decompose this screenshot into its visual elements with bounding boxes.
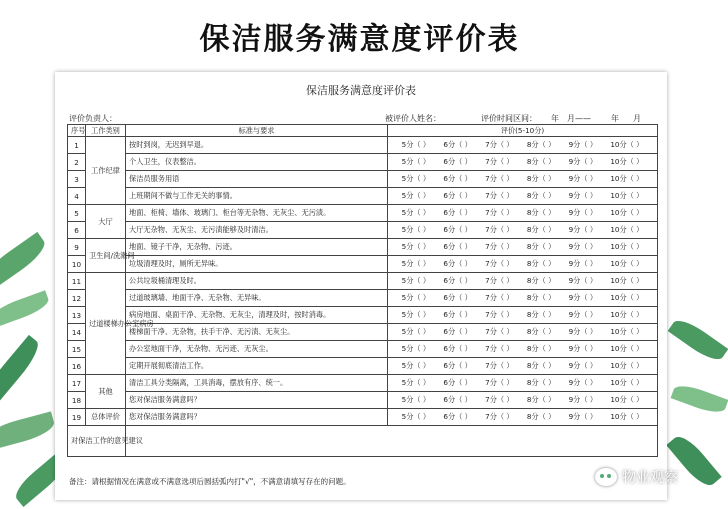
table-row: [68, 409, 658, 426]
table-header-row: [68, 125, 658, 137]
row-number: 10: [68, 256, 86, 273]
score-options: [388, 290, 658, 307]
score-option-5[interactable]: 5分（ ）: [401, 412, 431, 421]
row-number: 5: [68, 205, 86, 222]
score-option-8[interactable]: 8分（ ）: [526, 293, 556, 302]
score-option-5[interactable]: 5分（ ）: [401, 208, 431, 217]
standard-text: 您对保洁服务满意吗？: [126, 409, 388, 426]
row-number: 14: [68, 324, 86, 341]
score-options: [388, 137, 658, 154]
score-option-7[interactable]: 7分（ ）: [485, 327, 514, 336]
row-number: 3: [68, 171, 86, 188]
score-option-9[interactable]: 9分（ ）: [568, 208, 598, 217]
score-option-6[interactable]: 6分（ ）: [443, 225, 472, 234]
evaluatee-label: 被评价人姓名：: [385, 114, 441, 123]
score-option-8[interactable]: 8分（ ）: [526, 191, 556, 200]
leaf-decoration: [0, 335, 44, 405]
category-lobby: 大厅: [86, 205, 126, 239]
period-month-range: 月——: [567, 114, 591, 123]
table-row: [68, 324, 658, 341]
evaluation-table: [67, 124, 658, 457]
score-option-5[interactable]: 5分（ ）: [401, 327, 431, 336]
table-row: [68, 188, 658, 205]
score-option-5[interactable]: 5分（ ）: [401, 293, 431, 302]
score-option-10[interactable]: 10分（ ）: [610, 378, 644, 387]
score-option-10[interactable]: 10分（ ）: [610, 395, 644, 404]
leaf-decoration: [0, 411, 57, 450]
responsible-label: 评价负责人：: [69, 114, 117, 123]
score-option-5[interactable]: 5分（ ）: [401, 276, 431, 285]
score-option-7[interactable]: 7分（ ）: [485, 412, 514, 421]
score-option-5[interactable]: 5分（ ）: [401, 191, 431, 200]
score-option-7[interactable]: 7分（ ）: [485, 174, 514, 183]
standard-text: 地面、柜椅、墙体、玻璃门、柜台等无杂物、无灰尘、无污渍。: [126, 205, 388, 222]
category-overall: 总体评价: [86, 409, 126, 426]
score-option-7[interactable]: 7分（ ）: [485, 395, 514, 404]
score-option-6[interactable]: 6分（ ）: [443, 259, 472, 268]
score-option-10[interactable]: 10分（ ）: [610, 361, 644, 370]
score-option-6[interactable]: 6分（ ）: [443, 174, 472, 183]
score-option-9[interactable]: 9分（ ）: [568, 157, 598, 166]
score-options: [388, 256, 658, 273]
table-row: [68, 375, 658, 392]
score-option-9[interactable]: 9分（ ）: [568, 293, 598, 302]
score-option-8[interactable]: 8分（ ）: [526, 378, 556, 387]
score-option-8[interactable]: 8分（ ）: [526, 157, 556, 166]
score-option-7[interactable]: 7分（ ）: [485, 276, 514, 285]
score-options: [388, 392, 658, 409]
header-score: 评价(5-10分): [388, 125, 658, 137]
score-options: [388, 273, 658, 290]
score-option-5[interactable]: 5分（ ）: [401, 242, 431, 251]
score-option-7[interactable]: 7分（ ）: [485, 225, 514, 234]
standard-text: 保洁员服务用语: [126, 171, 388, 188]
score-option-8[interactable]: 8分（ ）: [526, 174, 556, 183]
standard-text: 地面、镜子干净，无杂物、污迹。: [126, 239, 388, 256]
score-option-8[interactable]: 8分（ ）: [526, 259, 556, 268]
score-option-8[interactable]: 8分（ ）: [526, 344, 556, 353]
score-option-6[interactable]: 6分（ ）: [443, 344, 472, 353]
brand-name: 物业观察: [622, 470, 678, 486]
table-row: [68, 358, 658, 375]
score-option-9[interactable]: 9分（ ）: [568, 327, 598, 336]
score-option-7[interactable]: 7分（ ）: [485, 259, 514, 268]
period-year-2: 年: [611, 114, 619, 123]
score-option-9[interactable]: 9分（ ）: [568, 412, 598, 421]
score-option-10[interactable]: 10分（ ）: [610, 157, 644, 166]
score-option-9[interactable]: 9分（ ）: [568, 310, 598, 319]
score-option-10[interactable]: 10分（ ）: [610, 310, 644, 319]
score-option-10[interactable]: 10分（ ）: [610, 293, 644, 302]
row-number: 12: [68, 290, 86, 307]
score-option-9[interactable]: 9分（ ）: [568, 361, 598, 370]
score-option-5[interactable]: 5分（ ）: [401, 344, 431, 353]
score-option-9[interactable]: 9分（ ）: [568, 395, 598, 404]
score-options: [388, 239, 658, 256]
score-option-6[interactable]: 6分（ ）: [443, 276, 472, 285]
standard-text: 垃圾清理及时，厕所无异味。: [126, 256, 388, 273]
score-option-6[interactable]: 6分（ ）: [443, 242, 472, 251]
score-option-9[interactable]: 9分（ ）: [568, 174, 598, 183]
standard-text: 办公室地面干净，无杂物、无污迹、无灰尘。: [126, 341, 388, 358]
score-option-6[interactable]: 6分（ ）: [443, 140, 472, 149]
row-number: 6: [68, 222, 86, 239]
row-number: 15: [68, 341, 86, 358]
score-option-10[interactable]: 10分（ ）: [610, 191, 644, 200]
score-option-10[interactable]: 10分（ ）: [610, 259, 644, 268]
score-option-8[interactable]: 8分（ ）: [526, 361, 556, 370]
score-option-8[interactable]: 8分（ ）: [526, 412, 556, 421]
score-option-5[interactable]: 5分（ ）: [401, 140, 431, 149]
row-number: 11: [68, 273, 86, 290]
score-option-8[interactable]: 8分（ ）: [526, 208, 556, 217]
document-title: 保洁服务满意度评价表: [306, 84, 416, 97]
score-options: [388, 358, 658, 375]
row-number: 18: [68, 392, 86, 409]
score-option-5[interactable]: 5分（ ）: [401, 174, 431, 183]
header-no: 序号: [68, 125, 86, 137]
score-option-9[interactable]: 9分（ ）: [568, 344, 598, 353]
score-option-9[interactable]: 9分（ ）: [568, 140, 598, 149]
score-option-10[interactable]: 10分（ ）: [610, 242, 644, 251]
table-row: [68, 392, 658, 409]
score-option-7[interactable]: 7分（ ）: [485, 208, 514, 217]
footnote: 备注：请根据情况在满意或不满意选项后圆括弧内打"√"，不满意请填写存在的问题。: [69, 477, 351, 486]
standard-text: 定期开展彻底清洁工作。: [126, 358, 388, 375]
score-options: [388, 154, 658, 171]
leaf-decoration: [668, 315, 728, 366]
score-options: [388, 324, 658, 341]
standard-text: 公共垃圾桶清理及时。: [126, 273, 388, 290]
score-option-5[interactable]: 5分（ ）: [401, 225, 431, 234]
standard-text: 按时到岗，无迟到早退。: [126, 137, 388, 154]
score-option-8[interactable]: 8分（ ）: [526, 276, 556, 285]
score-option-9[interactable]: 9分（ ）: [568, 378, 598, 387]
score-option-10[interactable]: 10分（ ）: [610, 208, 644, 217]
score-option-7[interactable]: 7分（ ）: [485, 140, 514, 149]
score-option-5[interactable]: 5分（ ）: [401, 361, 431, 370]
score-option-6[interactable]: 6分（ ）: [443, 293, 472, 302]
table-row: [68, 239, 658, 256]
period-year: 年: [551, 114, 559, 123]
score-option-8[interactable]: 8分（ ）: [526, 225, 556, 234]
evaluation-form-sheet: [55, 72, 667, 500]
table-row: [68, 273, 658, 290]
leaf-decoration: [0, 232, 50, 290]
wechat-icon: [595, 468, 617, 486]
opinion-field[interactable]: [126, 426, 658, 457]
table-row: [68, 256, 658, 273]
leaf-decoration: [0, 290, 51, 327]
row-number: 1: [68, 137, 86, 154]
score-options: [388, 409, 658, 426]
score-options: [388, 188, 658, 205]
opinion-label: 对保洁工作的意见建议: [68, 426, 126, 457]
standard-text: 过道玻璃墙、地面干净、无杂物、无异味。: [126, 290, 388, 307]
category-discipline: 工作纪律: [86, 137, 126, 205]
score-option-7[interactable]: 7分（ ）: [485, 361, 514, 370]
period-month-2: 月: [633, 114, 641, 123]
score-option-6[interactable]: 6分（ ）: [443, 157, 472, 166]
standard-text: 您对保洁服务满意吗？: [126, 392, 388, 409]
score-option-5[interactable]: 5分（ ）: [401, 259, 431, 268]
row-number: 16: [68, 358, 86, 375]
score-option-9[interactable]: 9分（ ）: [568, 259, 598, 268]
category-corridor: 过道楼梯办公室病房: [86, 273, 126, 375]
table-row: [68, 171, 658, 188]
score-option-6[interactable]: 6分（ ）: [443, 327, 472, 336]
score-options: [388, 222, 658, 239]
score-option-5[interactable]: 5分（ ）: [401, 310, 431, 319]
score-option-5[interactable]: 5分（ ）: [401, 378, 431, 387]
score-options: [388, 171, 658, 188]
score-option-6[interactable]: 6分（ ）: [443, 378, 472, 387]
score-option-7[interactable]: 7分（ ）: [485, 293, 514, 302]
table-row: [68, 137, 658, 154]
score-option-6[interactable]: 6分（ ）: [443, 361, 472, 370]
category-restroom: 卫生间/洗漱间: [86, 239, 126, 273]
table-row: [68, 222, 658, 239]
score-option-10[interactable]: 10分（ ）: [610, 225, 644, 234]
score-option-8[interactable]: 8分（ ）: [526, 327, 556, 336]
score-option-7[interactable]: 7分（ ）: [485, 378, 514, 387]
score-option-7[interactable]: 7分（ ）: [485, 310, 514, 319]
score-option-8[interactable]: 8分（ ）: [526, 140, 556, 149]
table-row: [68, 154, 658, 171]
table-row: [68, 290, 658, 307]
score-option-5[interactable]: 5分（ ）: [401, 395, 431, 404]
score-option-7[interactable]: 7分（ ）: [485, 344, 514, 353]
score-option-6[interactable]: 6分（ ）: [443, 191, 472, 200]
score-options: [388, 307, 658, 324]
banner-title: 保洁服务满意度评价表: [199, 22, 520, 57]
score-option-6[interactable]: 6分（ ）: [443, 412, 472, 421]
score-option-7[interactable]: 7分（ ）: [485, 157, 514, 166]
score-option-9[interactable]: 9分（ ）: [568, 225, 598, 234]
period-label: 评价时间区间：: [481, 114, 537, 123]
row-number: 2: [68, 154, 86, 171]
standard-text: 个人卫生，仪表整洁。: [126, 154, 388, 171]
table-row: [68, 341, 658, 358]
row-number: 9: [68, 239, 86, 256]
row-number: 19: [68, 409, 86, 426]
score-option-5[interactable]: 5分（ ）: [401, 157, 431, 166]
leaf-decoration: [671, 381, 728, 417]
score-option-10[interactable]: 10分（ ）: [610, 174, 644, 183]
row-number: 17: [68, 375, 86, 392]
score-option-7[interactable]: 7分（ ）: [485, 191, 514, 200]
score-option-6[interactable]: 6分（ ）: [443, 310, 472, 319]
score-options: [388, 205, 658, 222]
standard-text: 清洁工具分类隔离，工具消毒，摆放有序、统一。: [126, 375, 388, 392]
score-option-10[interactable]: 10分（ ）: [610, 327, 644, 336]
score-option-10[interactable]: 10分（ ）: [610, 412, 644, 421]
score-option-9[interactable]: 9分（ ）: [568, 242, 598, 251]
score-option-10[interactable]: 10分（ ）: [610, 344, 644, 353]
row-number: 4: [68, 188, 86, 205]
header-standard: 标准与要求: [126, 125, 388, 137]
standard-text: 病房地面、桌面干净、无杂物、无灰尘，清理及时，按时消毒。: [126, 307, 388, 324]
header-category: 工作类别: [86, 125, 126, 137]
score-options: [388, 375, 658, 392]
standard-text: 楼梯面干净、无杂物，扶手干净、无污渍、无灰尘。: [126, 324, 388, 341]
score-option-9[interactable]: 9分（ ）: [568, 191, 598, 200]
score-option-9[interactable]: 9分（ ）: [568, 276, 598, 285]
brand-watermark: [595, 466, 678, 488]
score-option-8[interactable]: 8分（ ）: [526, 395, 556, 404]
score-option-8[interactable]: 8分（ ）: [526, 242, 556, 251]
score-option-10[interactable]: 10分（ ）: [610, 140, 644, 149]
category-other: 其他: [86, 375, 126, 409]
score-option-6[interactable]: 6分（ ）: [443, 395, 472, 404]
score-options: [388, 341, 658, 358]
score-option-10[interactable]: 10分（ ）: [610, 276, 644, 285]
table-row: [68, 307, 658, 324]
table-row: [68, 205, 658, 222]
score-option-7[interactable]: 7分（ ）: [485, 242, 514, 251]
standard-text: 上班期间不做与工作无关的事情。: [126, 188, 388, 205]
score-option-6[interactable]: 6分（ ）: [443, 208, 472, 217]
score-option-8[interactable]: 8分（ ）: [526, 310, 556, 319]
row-number: 13: [68, 307, 86, 324]
opinion-row: [68, 426, 658, 457]
standard-text: 大厅无杂物、无灰尘、无污渍能够及时清洁。: [126, 222, 388, 239]
